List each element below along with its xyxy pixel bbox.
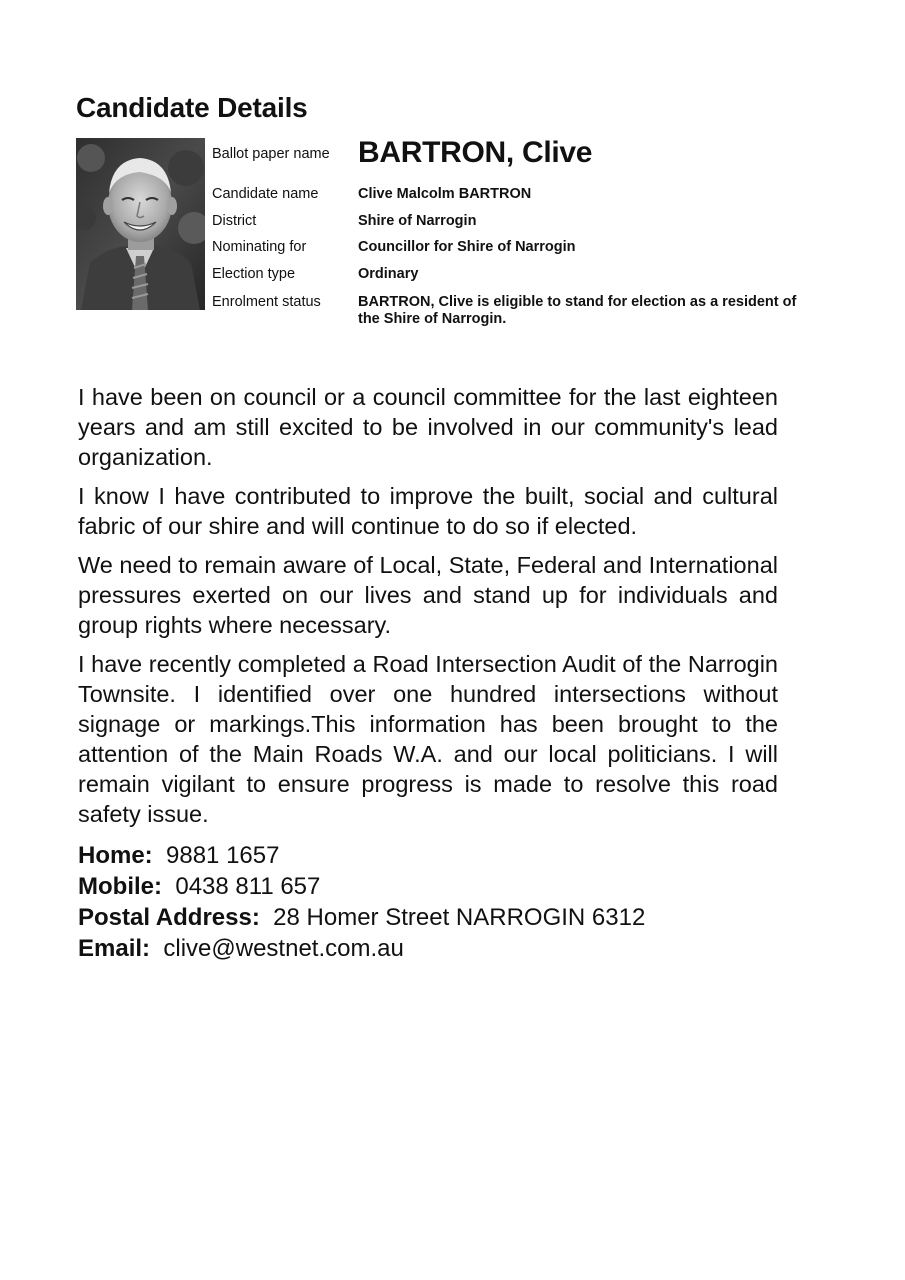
district-value: Shire of Narrogin [358, 213, 477, 229]
nominating-value: Councillor for Shire of Narrogin [358, 239, 576, 255]
email-value: clive@westnet.com.au [163, 935, 404, 962]
postal-address-row [78, 902, 645, 933]
enrolment-value: BARTRON, Clive is eligible to stand for election as a resident of the Shire of Narrogin. [358, 294, 797, 327]
email-row [78, 933, 645, 964]
statement-paragraph: I have been on council or a council committee for the last eighteen years and am still excited to be involved in our community's lead organization. [78, 384, 778, 470]
mobile-value: 0438 811 657 [175, 873, 321, 900]
nominating-label: Nominating for [212, 239, 307, 255]
candidate-portrait-icon [76, 138, 205, 310]
candidate-statement [78, 382, 778, 838]
email-label: Email: [78, 935, 151, 962]
enrolment-label: Enrolment status [212, 294, 321, 310]
statement-paragraph: I know I have contributed to improve the built, social and cultural fabric of our shire and will continue to do so if elected. [78, 483, 778, 539]
statement-paragraph: I have recently completed a Road Intersection Audit of the Narrogin Townsite. I identified over one hundred intersections without signage or markings.This information has been brought to the attention of the Main Roads W.A. and our local politicians. I will remain vigilant to ensure progress is made to resolve this road safety issue. [78, 651, 778, 827]
election-type-label: Election type [212, 266, 296, 282]
statement-paragraph: We need to remain aware of Local, State, Federal and International pressures exerted on our lives and stand up for individuals and group rights where necessary. [78, 552, 778, 638]
contact-details [78, 840, 645, 964]
election-type-value: Ordinary [358, 266, 419, 282]
candidate-name-label: Candidate name [212, 186, 319, 202]
home-phone-row [78, 840, 645, 871]
postal-label: Postal Address: [78, 904, 260, 931]
district-label: District [212, 213, 257, 229]
ballot-name-label: Ballot paper name [212, 146, 330, 162]
ballot-name-value: BARTRON, Clive [358, 136, 593, 169]
home-label: Home: [78, 842, 153, 869]
mobile-label: Mobile: [78, 873, 162, 900]
page-title: Candidate Details [76, 92, 308, 123]
home-value: 9881 1657 [166, 842, 280, 869]
postal-value: 28 Homer Street NARROGIN 6312 [273, 904, 646, 931]
candidate-photo [76, 138, 205, 310]
mobile-phone-row [78, 871, 645, 902]
candidate-name-value: Clive Malcolm BARTRON [358, 186, 532, 202]
